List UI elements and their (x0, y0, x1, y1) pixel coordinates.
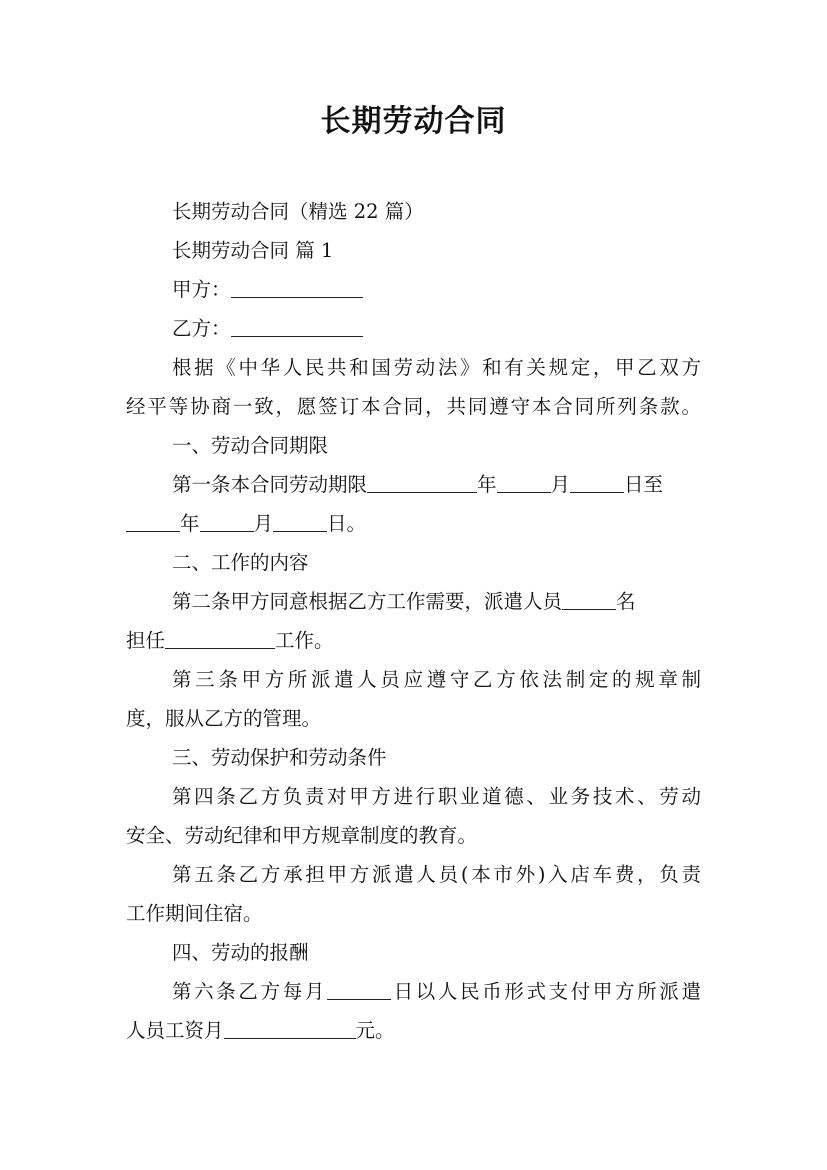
staff-count-blank (562, 589, 616, 610)
party-b-line (126, 309, 701, 348)
section-heading: 长期劳动合同 篇 1 (172, 239, 334, 262)
article-5-line-2: 工作期间住宿。 (126, 902, 263, 925)
article-4-line-2: 安全、劳动纪律和甲方规章制度的教育。 (126, 824, 478, 847)
party-b-label: 乙方： (172, 317, 231, 340)
year-label: 年 (180, 512, 200, 535)
party-a-label: 甲方： (172, 278, 231, 301)
article-2-role-label: 担任 (126, 629, 166, 652)
year-label: 年 (477, 473, 497, 496)
article-5-line-1: 第五条乙方承担甲方派遣人员(本市外)入店车费，负责 (172, 863, 701, 886)
article-6-salary-label: 人员工资月 (126, 1019, 224, 1042)
article-6-end: 元。 (355, 1019, 395, 1042)
day-to-label: 日至 (624, 473, 664, 496)
party-a-blank (231, 277, 363, 298)
heading-labor-protection: 三、劳动保护和劳动条件 (172, 746, 387, 769)
term-end-month-blank (200, 511, 254, 532)
term-start-year-blank (367, 472, 477, 493)
day-end-label: 日。 (327, 512, 367, 535)
term-start-day-blank (570, 472, 624, 493)
document-title: 长期劳动合同 (320, 104, 507, 139)
article-1-line-1 (126, 465, 701, 504)
article-3-line-1: 第三条甲方所派遣人员应遵守乙方依法制定的规章制 (172, 668, 701, 691)
article-2-end: 工作。 (275, 629, 334, 652)
party-a-line (126, 270, 701, 309)
article-6-line-2 (126, 1011, 701, 1050)
article-3-line-2: 度，服从乙方的管理。 (126, 707, 322, 730)
article-2-text: 第二条甲方同意根据乙方工作需要，派遣人员 (172, 590, 563, 613)
article-1-line-2 (126, 504, 701, 543)
article-2-line-2 (126, 621, 701, 660)
document-body (126, 192, 701, 1050)
heading-contract-term: 一、劳动合同期限 (172, 434, 329, 457)
pay-day-blank (327, 979, 391, 1000)
article-1-text: 第一条本合同劳动期限 (172, 473, 368, 496)
salary-blank (224, 1018, 356, 1039)
term-end-day-blank (273, 511, 327, 532)
term-start-month-blank (497, 472, 551, 493)
article-2-line-1 (126, 582, 701, 621)
article-6-line-1 (126, 972, 701, 1011)
article-4-line-1: 第四条乙方负责对甲方进行职业道德、业务技术、劳动 (172, 785, 701, 808)
article-6-text-2: 日以人民币形式支付甲方所派遣 (391, 980, 701, 1003)
subtitle: 长期劳动合同（精选 22 篇） (172, 200, 424, 223)
month-label: 月 (253, 512, 274, 535)
heading-remuneration: 四、劳动的报酬 (172, 941, 309, 964)
article-6-text: 第六条乙方每月 (172, 980, 327, 1003)
intro-line-2: 经平等协商一致，愿签订本合同，共同遵守本合同所列条款。 (126, 395, 701, 418)
intro-line-1: 根据《中华人民共和国劳动法》和有关规定，甲乙双方 (172, 356, 701, 379)
term-end-year-blank (126, 511, 180, 532)
role-blank (165, 628, 275, 649)
article-2-unit: 名 (616, 590, 636, 613)
party-b-blank (231, 316, 363, 337)
month-label: 月 (550, 473, 571, 496)
heading-work-content: 二、工作的内容 (172, 551, 309, 574)
